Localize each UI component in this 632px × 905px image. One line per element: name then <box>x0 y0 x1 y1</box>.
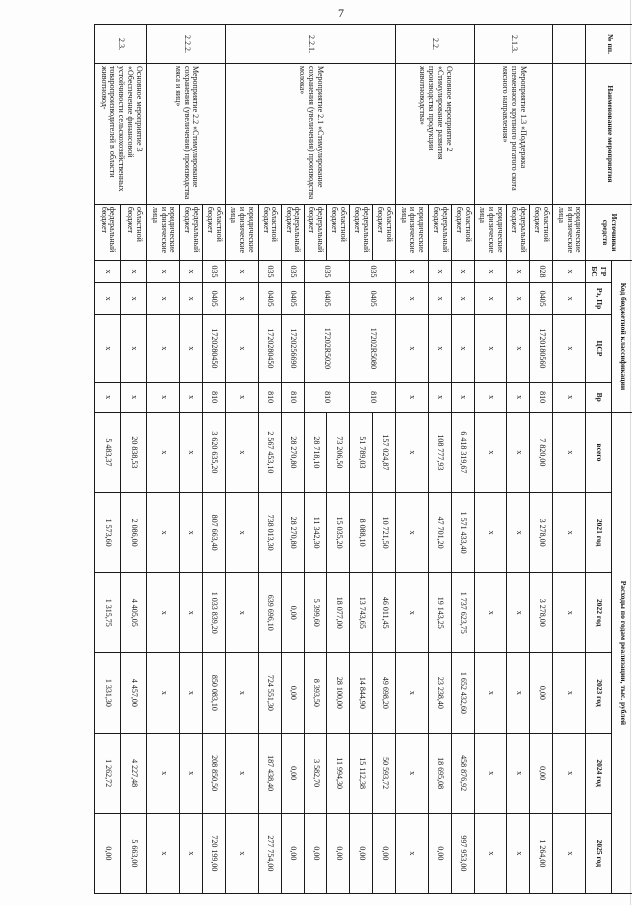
source-cell: областной бюджет <box>373 204 396 260</box>
item-number: 2.3. <box>95 25 147 64</box>
table-row: юридические и физические лица x x x x x x x x x x <box>225 25 258 894</box>
item-number: 2.2.2. <box>147 25 226 64</box>
table-row: юридические и физические лица x x x x x x x x x x <box>147 25 180 894</box>
header-grbs: ГР БС <box>586 261 612 283</box>
header-csr: ЦСР <box>586 315 612 382</box>
item-name: Мероприятие 1.3 «Поддержка племенного крупного рогатого скота мясного направления» <box>474 64 553 205</box>
source-cell: юридические и физические лица <box>474 204 507 260</box>
header-num: № пп. <box>586 25 632 64</box>
table-row: федеральный бюджет 035 0405 1720256690 810 28 270,80 28 270,80 0,00 0,00 0,00 0,00 <box>281 25 304 894</box>
source-cell: юридические и физические лица <box>396 204 429 260</box>
rotated-table-wrapper <box>94 24 632 894</box>
table-row: юридические и физические лица x x x x x x x x x x <box>474 25 507 894</box>
item-name: Мероприятие 2.1 «Стимулирование сохранения (увеличения) производства молока» <box>225 64 395 205</box>
source-cell: областной бюджет <box>258 204 281 260</box>
table-row: 2.2.2. Мероприятие 2.2 «Стимулирование сохранения (увеличения) производства мяса и яиц» областной бюджет 035 0405 1720280450 810 3 620 635,20 807 663,40 1 033 839,20 850 083,10 208 850,50 720 199,00 <box>203 25 226 894</box>
header-name: Наименование мероприятия <box>586 64 632 205</box>
source-cell: юридические и физические лица <box>553 204 586 260</box>
source-cell: областной бюджет <box>451 204 474 260</box>
source-cell: юридические и физические лица <box>147 204 180 260</box>
header-2025: 2025 год <box>586 813 612 893</box>
source-cell: федеральный бюджет <box>428 204 451 260</box>
table-row: федеральный бюджет 28 718,10 11 342,30 5 399,60 8 393,50 3 582,70 0,00 <box>304 25 327 894</box>
header-total: всего <box>586 412 612 492</box>
item-name: Мероприятие 2.2 «Стимулирование сохранения (увеличения) производства мяса и яиц» <box>147 64 226 205</box>
source-cell: областной бюджет <box>327 204 350 260</box>
header-2024: 2024 год <box>586 733 612 813</box>
table-row: федеральный бюджет x x x x x x x x x x <box>507 25 530 894</box>
header-vr: Вр <box>586 382 612 412</box>
header-expense-group: Расходы по годам реализации, тыс. рублей <box>612 412 632 893</box>
page-number: 7 <box>338 6 344 20</box>
table-row: федеральный бюджет 51 789,03 8 088,10 13 743,65 14 844,90 15 112,38 0,00 <box>350 25 373 894</box>
header-rzpr: Рз, Пр <box>586 282 612 315</box>
header-2022: 2022 год <box>586 573 612 653</box>
item-name: Основное мероприятие 2 «Стимулирование развития производства продукции животноводства» <box>396 64 475 205</box>
budget-table <box>94 24 632 894</box>
table-row: федеральный бюджет x x x x x x x x x x <box>180 25 203 894</box>
source-cell: федеральный бюджет <box>507 204 530 260</box>
table-row: 2.2. Основное мероприятие 2 «Стимулирование развития производства продукции животноводства» областной бюджет x x x x 6 418 319,67 1 571 433,40 1 737 623,75 1 652 432,60 458 876,92 997 953,00 <box>451 25 474 894</box>
table-row: федеральный бюджет x x x x 108 777,93 47 701,20 19 143,25 23 238,40 18 695,08 0,00 <box>428 25 451 894</box>
item-name: Основное мероприятие 3 «Обеспечение финансовой устойчивости сельскохозяйственных товаропроизводителей в области животновод- <box>95 64 147 205</box>
item-number: 2.2.1. <box>225 25 395 64</box>
table-row: областной бюджет 035 0405 17202R5020 810 73 206,50 15 035,20 18 077,00 28 100,00 11 994,30 0,00 <box>327 25 350 894</box>
source-cell: федеральный бюджет <box>180 204 203 260</box>
source-cell: областной бюджет <box>121 204 147 260</box>
table-row: 2.2.1. Мероприятие 2.1 «Стимулирование сохранения (увеличения) производства молока» областной бюджет 035 0405 17202R5080 810 157 024,87 10 721,50 46 011,45 49 698,20 50 593,72 0,00 <box>373 25 396 894</box>
table-row: областной бюджет 035 0405 1720280450 810 2 567 453,10 738 013,30 639 696,10 724 551,30 187 438,40 277 754,00 <box>258 25 281 894</box>
source-cell: федеральный бюджет <box>304 204 327 260</box>
source-cell: федеральный бюджет <box>281 204 304 260</box>
source-cell: областной бюджет <box>203 204 226 260</box>
header-2021: 2021 год <box>586 493 612 573</box>
table-row: федеральный бюджет x x x x 5 483,37 1 573,60 1 315,75 1 331,30 1 262,72 0,00 <box>95 25 121 894</box>
item-number: 2.1.3. <box>474 25 553 64</box>
header-source: Источники средств <box>586 204 632 260</box>
header-2023: 2023 год <box>586 653 612 733</box>
table-row: юридические и физические лица x x x x x x x x x x <box>396 25 429 894</box>
table-row: 2.1.3. Мероприятие 1.3 «Поддержка племенного крупного рогатого скота мясного направления» областной бюджет 028 0405 1720180560 810 7 820,00 3 278,00 3 278,00 0,00 0,00 1 264,00 <box>530 25 553 894</box>
source-cell: федеральный бюджет <box>350 204 373 260</box>
header-code-group: Код бюджетной классификации <box>612 261 632 413</box>
source-cell: федеральный бюджет <box>95 204 121 260</box>
source-cell: областной бюджет <box>530 204 553 260</box>
source-cell: юридические и физические лица <box>225 204 258 260</box>
table-row: 2.3. Основное мероприятие 3 «Обеспечение финансовой устойчивости сельскохозяйственных товаропроизводителей в области животновод- областной бюджет x x x x 20 838,53 2 086,00 4 405,05 4 457,00 4 227,48 5 663,00 <box>121 25 147 894</box>
table-row: юридические и физические лица x x x x x x x x x x <box>553 25 586 894</box>
item-number: 2.2. <box>396 25 475 64</box>
